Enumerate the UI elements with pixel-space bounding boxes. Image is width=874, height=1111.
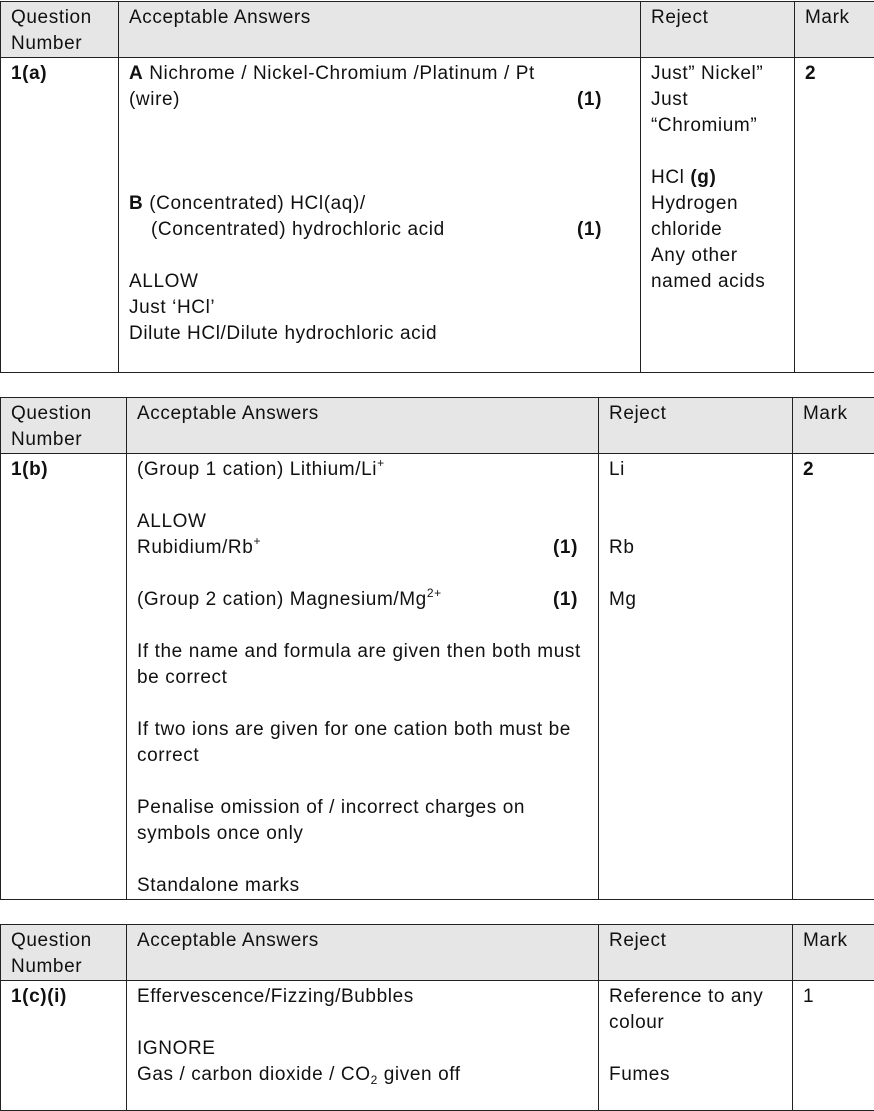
acceptable-answers-cell <box>127 981 599 1111</box>
reject-item: Reference to any colour <box>609 984 782 1036</box>
reject-item: Rb <box>609 535 782 561</box>
guidance-note: Standalone marks <box>137 873 588 899</box>
mark-scheme-table-1ci <box>0 924 874 1111</box>
answer-group2: (Group 2 cation) Magnesium/$Mg^{2+}$ <box>137 587 442 613</box>
acceptable-answers-cell <box>119 58 641 373</box>
guidance-note: If the name and formula are given then both must be correct <box>137 639 588 691</box>
guidance-note: If two ions are given for one cation both must be correct <box>137 717 588 769</box>
question-number: 1(a) <box>1 58 119 373</box>
allow-label: ALLOW <box>129 269 630 295</box>
reject-cell <box>599 454 793 900</box>
reject-item: Any other named acids <box>651 243 784 295</box>
question-number: 1(b) <box>1 454 127 900</box>
question-number: 1(c)(i) <box>1 981 127 1111</box>
answer-a-mark: (1) <box>577 87 602 113</box>
acceptable-answers-cell <box>127 454 599 900</box>
answer-b-cont: (Concentrated) hydrochloric acid <box>129 217 445 243</box>
header-acceptable-answers: Acceptable Answers <box>119 2 641 58</box>
mark-value: 2 <box>793 454 874 900</box>
header-mark: Mark <box>795 2 874 58</box>
mark-scheme-table-1b <box>0 397 874 900</box>
answer-b-mark: (1) <box>577 217 602 243</box>
ignore-label: IGNORE <box>137 1036 588 1062</box>
header-mark: Mark <box>793 398 874 454</box>
header-mark: Mark <box>793 925 874 981</box>
reject-item: HCl (g) <box>651 165 784 191</box>
guidance-note: Penalise omission of / incorrect charges on symbols once only <box>137 795 588 847</box>
mark-scheme-table-1a <box>0 1 874 373</box>
allow-item: Rubidium/Rb+ <box>137 535 261 561</box>
allow-item: Dilute HCl/Dilute hydrochloric acid <box>129 321 630 347</box>
reject-item: Fumes <box>609 1062 782 1088</box>
reject-item: Hydrogen chloride <box>651 191 784 243</box>
mark-value: 2 <box>795 58 874 373</box>
mark-value: 1 <box>793 981 874 1111</box>
allow-item: Just ‘HCl’ <box>129 295 630 321</box>
header-reject: Reject <box>599 398 793 454</box>
header-reject: Reject <box>599 925 793 981</box>
answer-mark: (1) <box>553 535 578 561</box>
reject-item: Mg <box>609 587 782 613</box>
answer-b: B (Concentrated) HCl(aq)/ <box>129 191 630 217</box>
header-question-number: Question Number <box>1 925 127 981</box>
reject-item: Li <box>609 457 782 483</box>
allow-label: ALLOW <box>137 509 588 535</box>
header-acceptable-answers: Acceptable Answers <box>127 925 599 981</box>
reject-cell <box>599 981 793 1111</box>
header-reject: Reject <box>641 2 795 58</box>
answer-item: Effervescence/Fizzing/Bubbles <box>137 984 588 1010</box>
reject-item: Just” Nickel” <box>651 61 784 87</box>
header-acceptable-answers: Acceptable Answers <box>127 398 599 454</box>
reject-item: Just “Chromium” <box>651 87 784 139</box>
header-question-number: Question Number <box>1 398 127 454</box>
answer-group1: (Group 1 cation) Lithium/Li+ <box>137 457 588 483</box>
header-question-number: Question Number <box>1 2 119 58</box>
answer-a-cont: (wire) <box>129 87 180 113</box>
reject-cell <box>641 58 795 373</box>
ignore-item: Gas / carbon dioxide / $CO_2$ given off <box>137 1062 588 1088</box>
answer-a: A Nichrome / Nickel-Chromium /Platinum / Pt <box>129 61 630 87</box>
answer-mark: (1) <box>553 587 578 613</box>
